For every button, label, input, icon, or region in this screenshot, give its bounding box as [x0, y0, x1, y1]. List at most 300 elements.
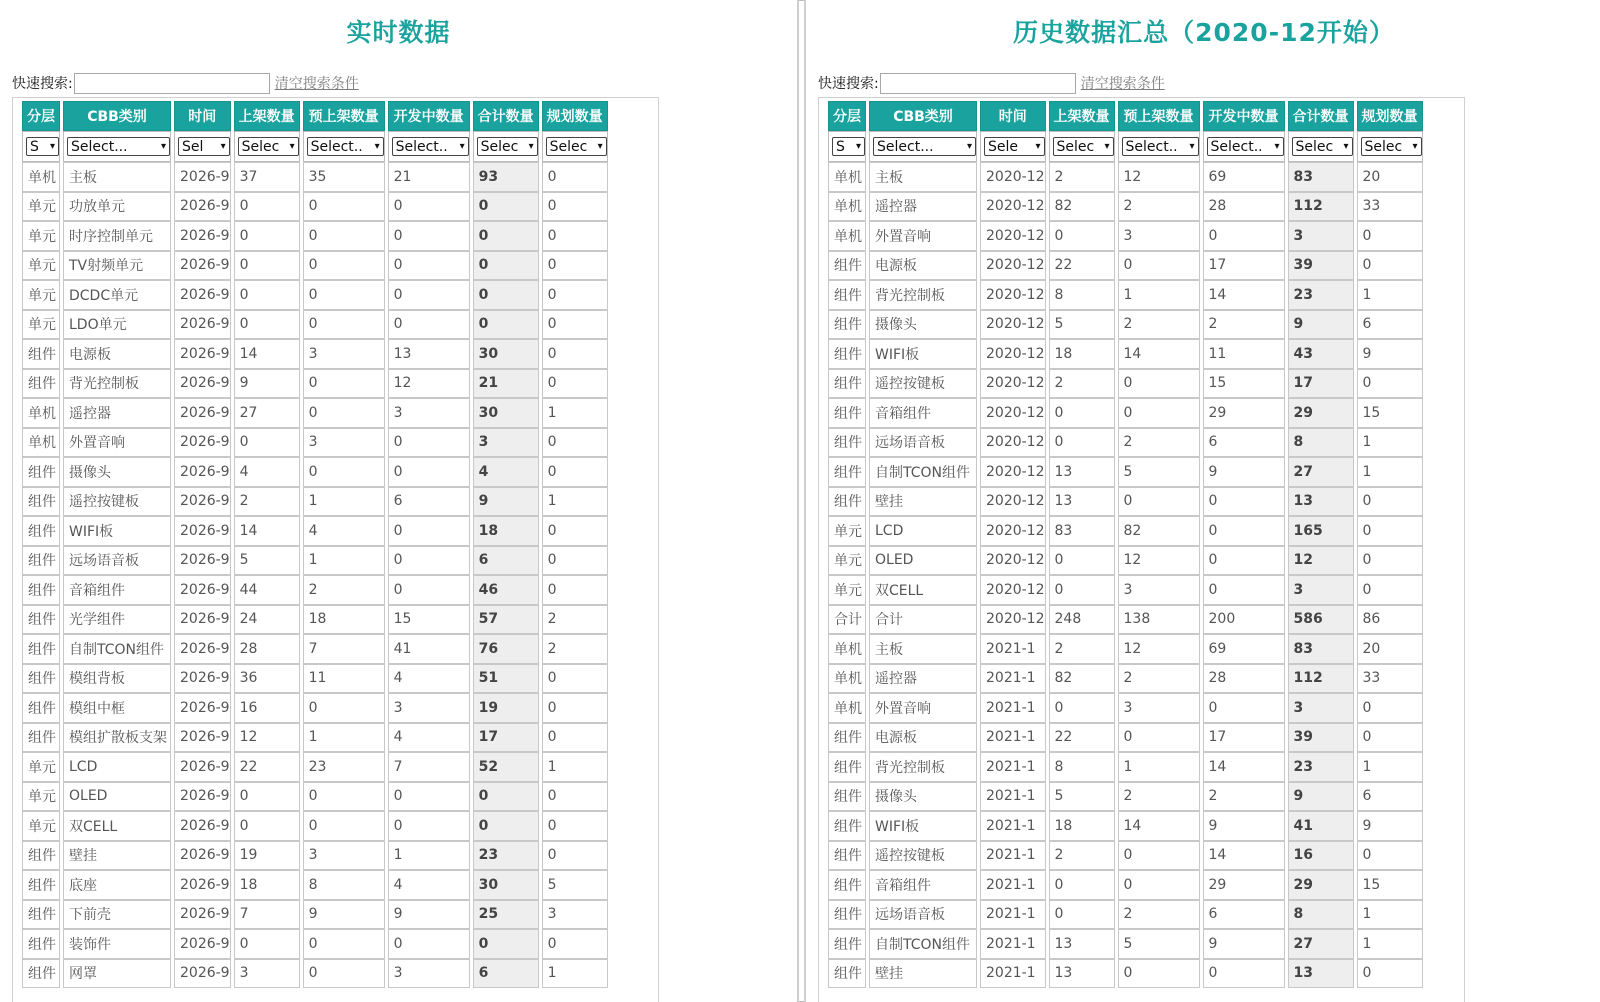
column-header-listed-qty[interactable]: 上架数量 — [1049, 101, 1115, 131]
cell-cbb-category: 遥控按键板 — [63, 487, 171, 517]
table-row[interactable] — [828, 369, 1423, 399]
cell-pre-listed-qty: 0 — [303, 369, 385, 399]
cell-layer: 组件 — [828, 900, 866, 930]
chevron-down-icon: ▾ — [597, 141, 603, 152]
history-data-table — [825, 101, 1426, 988]
panel-title: 实时数据 — [346, 18, 451, 47]
cell-planned-qty: 0 — [542, 693, 608, 723]
chevron-down-icon: ▾ — [49, 141, 55, 152]
cell-listed-qty: 0 — [234, 929, 300, 959]
chevron-down-icon: ▾ — [855, 141, 861, 152]
table-row[interactable] — [22, 310, 608, 340]
cell-listed-qty: 22 — [234, 752, 300, 782]
table-row[interactable] — [22, 339, 608, 369]
cell-pre-listed-qty: 0 — [1118, 841, 1200, 871]
cell-listed-qty: 0 — [234, 782, 300, 812]
table-row[interactable] — [22, 487, 608, 517]
table-row[interactable] — [22, 192, 608, 222]
table-row[interactable] — [22, 457, 608, 487]
table-row[interactable] — [22, 841, 608, 871]
cell-listed-qty: 0 — [234, 251, 300, 281]
table-row[interactable] — [828, 516, 1423, 546]
cell-listed-qty: 9 — [234, 369, 300, 399]
table-row[interactable] — [828, 162, 1423, 192]
cell-in-dev-qty: 0 — [388, 192, 470, 222]
cell-in-dev-qty: 0 — [388, 251, 470, 281]
table-row[interactable] — [828, 575, 1423, 605]
cell-layer: 组件 — [828, 811, 866, 841]
cell-total-qty: 112 — [1288, 664, 1354, 694]
column-header-in-dev-qty[interactable]: 开发中数量 — [1203, 101, 1285, 131]
search-input[interactable] — [880, 73, 1076, 94]
table-row[interactable] — [22, 280, 608, 310]
table-row[interactable] — [22, 369, 608, 399]
table-row[interactable] — [828, 546, 1423, 576]
cell-planned-qty: 6 — [1357, 310, 1423, 340]
cell-time: 2020-12 — [980, 280, 1046, 310]
chevron-down-icon: ▾ — [1035, 141, 1041, 152]
column-header-pre-listed-qty[interactable]: 预上架数量 — [303, 101, 385, 131]
cell-pre-listed-qty: 2 — [1118, 192, 1200, 222]
cell-layer: 组件 — [22, 575, 60, 605]
cell-pre-listed-qty: 0 — [1118, 870, 1200, 900]
cell-planned-qty: 0 — [542, 221, 608, 251]
column-header-layer[interactable]: 分层 — [22, 101, 60, 131]
cell-time: 2026-9 — [174, 428, 231, 458]
cell-planned-qty: 33 — [1357, 664, 1423, 694]
table-row[interactable] — [828, 634, 1423, 664]
table-row[interactable] — [22, 221, 608, 251]
table-row[interactable] — [22, 664, 608, 694]
cell-total-qty: 112 — [1288, 192, 1354, 222]
cell-in-dev-qty: 17 — [1203, 723, 1285, 753]
cell-pre-listed-qty: 138 — [1118, 605, 1200, 635]
column-header-in-dev-qty[interactable]: 开发中数量 — [388, 101, 470, 131]
cell-pre-listed-qty: 0 — [303, 782, 385, 812]
cell-layer: 组件 — [22, 841, 60, 871]
table-row[interactable] — [828, 339, 1423, 369]
cell-listed-qty: 0 — [234, 280, 300, 310]
table-row[interactable] — [22, 605, 608, 635]
filter-select-value: Selec — [1056, 138, 1095, 155]
cell-pre-listed-qty: 4 — [303, 516, 385, 546]
column-header-layer[interactable]: 分层 — [828, 101, 866, 131]
cell-in-dev-qty: 15 — [388, 605, 470, 635]
cell-cbb-category: 时序控制单元 — [63, 221, 171, 251]
table-row[interactable] — [22, 811, 608, 841]
cell-total-qty: 9 — [473, 487, 539, 517]
cell-layer: 组件 — [22, 369, 60, 399]
table-row[interactable] — [828, 251, 1423, 281]
table-row[interactable] — [22, 162, 608, 192]
column-header-time[interactable]: 时间 — [980, 101, 1046, 131]
cell-listed-qty: 5 — [1049, 310, 1115, 340]
filter-select-value: Selec — [480, 138, 519, 155]
column-header-pre-listed-qty[interactable]: 预上架数量 — [1118, 101, 1200, 131]
cell-pre-listed-qty: 18 — [303, 605, 385, 635]
table-row[interactable] — [22, 428, 608, 458]
table-row[interactable] — [22, 959, 608, 989]
cell-time: 2020-12 — [980, 398, 1046, 428]
cell-total-qty: 39 — [1288, 723, 1354, 753]
cell-cbb-category: 模组扩散板支架 — [63, 723, 171, 753]
cell-time: 2026-9 — [174, 605, 231, 635]
cell-cbb-category: 遥控按键板 — [869, 369, 977, 399]
table-row[interactable] — [828, 782, 1423, 812]
table-row[interactable] — [22, 251, 608, 281]
cell-listed-qty: 0 — [234, 192, 300, 222]
table-row[interactable] — [828, 841, 1423, 871]
cell-pre-listed-qty: 14 — [1118, 339, 1200, 369]
cell-in-dev-qty: 3 — [388, 398, 470, 428]
cell-cbb-category: 主板 — [869, 634, 977, 664]
table-row[interactable] — [828, 280, 1423, 310]
filter-select-cbb-category[interactable] — [873, 137, 976, 156]
cell-listed-qty: 2 — [234, 487, 300, 517]
cell-in-dev-qty: 28 — [1203, 664, 1285, 694]
cell-time: 2021-1 — [980, 782, 1046, 812]
cell-planned-qty: 15 — [1357, 870, 1423, 900]
cell-planned-qty: 0 — [1357, 959, 1423, 989]
table-row[interactable] — [22, 723, 608, 753]
table-row[interactable] — [828, 664, 1423, 694]
filter-row — [828, 131, 1423, 162]
cell-layer: 单机 — [828, 634, 866, 664]
cell-cbb-category: 模组背板 — [63, 664, 171, 694]
cell-cbb-category: 壁挂 — [869, 487, 977, 517]
cell-planned-qty: 9 — [1357, 811, 1423, 841]
cell-pre-listed-qty: 0 — [1118, 369, 1200, 399]
cell-total-qty: 586 — [1288, 605, 1354, 635]
table-row[interactable] — [828, 192, 1423, 222]
cell-listed-qty: 248 — [1049, 605, 1115, 635]
cell-cbb-category: 遥控按键板 — [869, 841, 977, 871]
cell-total-qty: 17 — [1288, 369, 1354, 399]
cell-time: 2026-9 — [174, 221, 231, 251]
table-row[interactable] — [22, 900, 608, 930]
cell-planned-qty: 1 — [1357, 428, 1423, 458]
cell-layer: 组件 — [828, 723, 866, 753]
cell-cbb-category: WIFI板 — [63, 516, 171, 546]
table-row[interactable] — [22, 634, 608, 664]
cell-total-qty: 165 — [1288, 516, 1354, 546]
cell-in-dev-qty: 0 — [1203, 516, 1285, 546]
cell-pre-listed-qty: 3 — [303, 841, 385, 871]
filter-select-layer[interactable] — [832, 137, 865, 156]
cell-in-dev-qty: 0 — [388, 280, 470, 310]
cell-listed-qty: 18 — [1049, 811, 1115, 841]
cell-planned-qty: 0 — [542, 546, 608, 576]
table-row[interactable] — [22, 693, 608, 723]
cell-layer: 单元 — [22, 811, 60, 841]
cell-pre-listed-qty: 12 — [1118, 634, 1200, 664]
cell-in-dev-qty: 1 — [388, 841, 470, 871]
column-header-total-qty[interactable]: 合计数量 — [1288, 101, 1354, 131]
cell-time: 2021-1 — [980, 752, 1046, 782]
column-header-planned-qty[interactable]: 规划数量 — [1357, 101, 1423, 131]
cell-planned-qty: 0 — [542, 575, 608, 605]
table-row[interactable] — [22, 870, 608, 900]
column-header-listed-qty[interactable]: 上架数量 — [234, 101, 300, 131]
cell-time: 2026-9 — [174, 811, 231, 841]
cell-layer: 单机 — [828, 221, 866, 251]
cell-listed-qty: 19 — [234, 841, 300, 871]
filter-select-cbb-category[interactable] — [67, 137, 170, 156]
cell-cbb-category: 自制TCON组件 — [869, 457, 977, 487]
table-row[interactable] — [22, 752, 608, 782]
filter-select-total-qty[interactable] — [1292, 137, 1353, 156]
cell-cbb-category: 下前壳 — [63, 900, 171, 930]
table-row[interactable] — [22, 546, 608, 576]
filter-select-value: Selec — [241, 138, 280, 155]
cell-layer: 组件 — [22, 546, 60, 576]
cell-layer: 单元 — [22, 310, 60, 340]
cell-cbb-category: WIFI板 — [869, 811, 977, 841]
filter-cell — [174, 131, 231, 162]
cell-time: 2026-9 — [174, 192, 231, 222]
cell-cbb-category: 遥控器 — [869, 664, 977, 694]
table-row[interactable] — [828, 428, 1423, 458]
cell-in-dev-qty: 41 — [388, 634, 470, 664]
cell-cbb-category: 背光控制板 — [869, 752, 977, 782]
table-row[interactable] — [828, 929, 1423, 959]
cell-listed-qty: 0 — [1049, 221, 1115, 251]
table-row[interactable] — [22, 575, 608, 605]
table-row[interactable] — [828, 457, 1423, 487]
cell-total-qty: 17 — [473, 723, 539, 753]
cell-planned-qty: 6 — [1357, 782, 1423, 812]
cell-total-qty: 6 — [473, 959, 539, 989]
table-row[interactable] — [22, 782, 608, 812]
cell-in-dev-qty: 21 — [388, 162, 470, 192]
table-row[interactable] — [828, 487, 1423, 517]
cell-in-dev-qty: 13 — [388, 339, 470, 369]
cell-time: 2026-9 — [174, 959, 231, 989]
cell-planned-qty: 1 — [1357, 280, 1423, 310]
cell-total-qty: 0 — [473, 811, 539, 841]
cell-in-dev-qty: 200 — [1203, 605, 1285, 635]
cell-cbb-category: 壁挂 — [63, 841, 171, 871]
cell-listed-qty: 13 — [1049, 457, 1115, 487]
cell-listed-qty: 28 — [234, 634, 300, 664]
filter-select-time[interactable] — [178, 137, 230, 156]
filter-select-value: Select.. — [310, 138, 363, 155]
cell-time: 2026-9 — [174, 457, 231, 487]
cell-planned-qty: 0 — [542, 251, 608, 281]
filter-select-pre-listed-qty[interactable] — [1122, 137, 1199, 156]
cell-cbb-category: 背光控制板 — [869, 280, 977, 310]
table-row[interactable] — [828, 310, 1423, 340]
filter-select-value: Selec — [549, 138, 588, 155]
table-row[interactable] — [22, 516, 608, 546]
cell-in-dev-qty: 0 — [1203, 575, 1285, 605]
cell-listed-qty: 8 — [1049, 280, 1115, 310]
cell-pre-listed-qty: 0 — [1118, 251, 1200, 281]
cell-in-dev-qty: 29 — [1203, 398, 1285, 428]
chevron-down-icon: ▾ — [220, 141, 226, 152]
table-row[interactable] — [828, 605, 1423, 635]
table-row[interactable] — [828, 870, 1423, 900]
cell-pre-listed-qty: 2 — [1118, 310, 1200, 340]
clear-search-link[interactable]: 清空搜索条件 — [274, 76, 359, 92]
cell-cbb-category: LCD — [63, 752, 171, 782]
cell-cbb-category: LCD — [869, 516, 977, 546]
table-row[interactable] — [828, 752, 1423, 782]
table-row[interactable] — [828, 900, 1423, 930]
cell-time: 2026-9 — [174, 870, 231, 900]
cell-in-dev-qty: 69 — [1203, 162, 1285, 192]
cell-layer: 组件 — [828, 959, 866, 989]
chevron-down-icon: ▾ — [459, 141, 465, 152]
search-label: 快速搜索: — [12, 76, 73, 92]
cell-layer: 合计 — [828, 605, 866, 635]
filter-select-planned-qty[interactable] — [546, 137, 607, 156]
cell-total-qty: 23 — [1288, 752, 1354, 782]
column-header-planned-qty[interactable]: 规划数量 — [542, 101, 608, 131]
cell-in-dev-qty: 4 — [388, 870, 470, 900]
cell-layer: 组件 — [828, 487, 866, 517]
cell-layer: 组件 — [828, 929, 866, 959]
table-row[interactable] — [828, 959, 1423, 989]
cell-time: 2020-12 — [980, 192, 1046, 222]
cell-time: 2021-1 — [980, 664, 1046, 694]
cell-time: 2026-9 — [174, 693, 231, 723]
cell-listed-qty: 44 — [234, 575, 300, 605]
cell-layer: 组件 — [828, 339, 866, 369]
cell-planned-qty: 1 — [542, 487, 608, 517]
filter-select-pre-listed-qty[interactable] — [307, 137, 384, 156]
history-summary-panel — [804, 0, 1600, 1002]
cell-planned-qty: 1 — [542, 959, 608, 989]
cell-in-dev-qty: 0 — [388, 575, 470, 605]
cell-pre-listed-qty: 0 — [1118, 959, 1200, 989]
cell-cbb-category: 电源板 — [63, 339, 171, 369]
filter-select-layer[interactable] — [26, 137, 59, 156]
table-row[interactable] — [828, 723, 1423, 753]
cell-pre-listed-qty: 9 — [303, 900, 385, 930]
filter-select-planned-qty[interactable] — [1361, 137, 1422, 156]
column-header-cbb-category[interactable]: CBB类别 — [63, 101, 171, 131]
cell-pre-listed-qty: 1 — [1118, 280, 1200, 310]
cell-in-dev-qty: 0 — [388, 310, 470, 340]
filter-select-in-dev-qty[interactable] — [392, 137, 469, 156]
cell-in-dev-qty: 0 — [388, 428, 470, 458]
cell-cbb-category: 遥控器 — [869, 192, 977, 222]
cell-time: 2026-9 — [174, 900, 231, 930]
cell-listed-qty: 13 — [1049, 929, 1115, 959]
cell-total-qty: 30 — [473, 339, 539, 369]
cell-planned-qty: 0 — [542, 369, 608, 399]
cell-in-dev-qty: 9 — [1203, 457, 1285, 487]
clear-search-link[interactable]: 清空搜索条件 — [1080, 76, 1165, 92]
filter-select-listed-qty[interactable] — [1053, 137, 1114, 156]
cell-total-qty: 16 — [1288, 841, 1354, 871]
cell-time: 2021-1 — [980, 811, 1046, 841]
table-body — [828, 162, 1423, 988]
cell-cbb-category: 合计 — [869, 605, 977, 635]
cell-planned-qty: 0 — [542, 841, 608, 871]
cell-in-dev-qty: 0 — [388, 221, 470, 251]
cell-in-dev-qty: 28 — [1203, 192, 1285, 222]
filter-select-time[interactable] — [984, 137, 1045, 156]
cell-time: 2020-12 — [980, 428, 1046, 458]
cell-cbb-category: 网罩 — [63, 959, 171, 989]
chevron-down-icon: ▾ — [374, 141, 380, 152]
table-row[interactable] — [828, 693, 1423, 723]
cell-layer: 组件 — [828, 782, 866, 812]
cell-cbb-category: OLED — [63, 782, 171, 812]
cell-listed-qty: 0 — [1049, 428, 1115, 458]
cell-time: 2020-12 — [980, 516, 1046, 546]
table-row[interactable] — [828, 811, 1423, 841]
cell-pre-listed-qty: 14 — [1118, 811, 1200, 841]
cell-listed-qty: 0 — [1049, 693, 1115, 723]
cell-pre-listed-qty: 3 — [1118, 221, 1200, 251]
cell-listed-qty: 0 — [1049, 900, 1115, 930]
cell-total-qty: 51 — [473, 664, 539, 694]
filter-select-in-dev-qty[interactable] — [1207, 137, 1284, 156]
cell-listed-qty: 82 — [1049, 192, 1115, 222]
cell-pre-listed-qty: 0 — [303, 192, 385, 222]
cell-in-dev-qty: 6 — [1203, 900, 1285, 930]
cell-in-dev-qty: 6 — [1203, 428, 1285, 458]
cell-time: 2020-12 — [980, 221, 1046, 251]
cell-planned-qty: 0 — [542, 162, 608, 192]
cell-planned-qty: 0 — [542, 516, 608, 546]
cell-layer: 组件 — [22, 457, 60, 487]
cell-cbb-category: 双CELL — [869, 575, 977, 605]
table-row[interactable] — [828, 398, 1423, 428]
cell-listed-qty: 0 — [234, 310, 300, 340]
cell-total-qty: 0 — [473, 280, 539, 310]
filter-cell — [473, 131, 539, 162]
filter-select-total-qty[interactable] — [477, 137, 538, 156]
search-input[interactable] — [74, 73, 270, 94]
cell-pre-listed-qty: 0 — [303, 221, 385, 251]
cell-planned-qty: 0 — [1357, 723, 1423, 753]
column-header-total-qty[interactable]: 合计数量 — [473, 101, 539, 131]
cell-time: 2026-9 — [174, 162, 231, 192]
cell-cbb-category: 遥控器 — [63, 398, 171, 428]
filter-select-listed-qty[interactable] — [238, 137, 299, 156]
cell-cbb-category: 电源板 — [869, 723, 977, 753]
chevron-down-icon: ▾ — [1343, 141, 1349, 152]
cell-time: 2020-12 — [980, 162, 1046, 192]
cell-in-dev-qty: 4 — [388, 664, 470, 694]
cell-time: 2026-9 — [174, 664, 231, 694]
table-row[interactable] — [22, 398, 608, 428]
cell-cbb-category: 外置音响 — [63, 428, 171, 458]
table-row[interactable] — [828, 221, 1423, 251]
column-header-cbb-category[interactable]: CBB类别 — [869, 101, 977, 131]
cell-in-dev-qty: 0 — [1203, 487, 1285, 517]
cell-layer: 组件 — [828, 428, 866, 458]
cell-pre-listed-qty: 12 — [1118, 546, 1200, 576]
cell-layer: 单元 — [828, 546, 866, 576]
cell-layer: 组件 — [828, 841, 866, 871]
cell-layer: 组件 — [828, 280, 866, 310]
cell-in-dev-qty: 3 — [388, 959, 470, 989]
chevron-down-icon: ▾ — [289, 141, 295, 152]
filter-cell — [542, 131, 608, 162]
cell-planned-qty: 1 — [1357, 752, 1423, 782]
cell-planned-qty: 0 — [542, 811, 608, 841]
column-header-time[interactable]: 时间 — [174, 101, 231, 131]
table-row[interactable] — [22, 929, 608, 959]
cell-cbb-category: 底座 — [63, 870, 171, 900]
cell-listed-qty: 0 — [1049, 870, 1115, 900]
quick-search-bar — [12, 71, 359, 95]
